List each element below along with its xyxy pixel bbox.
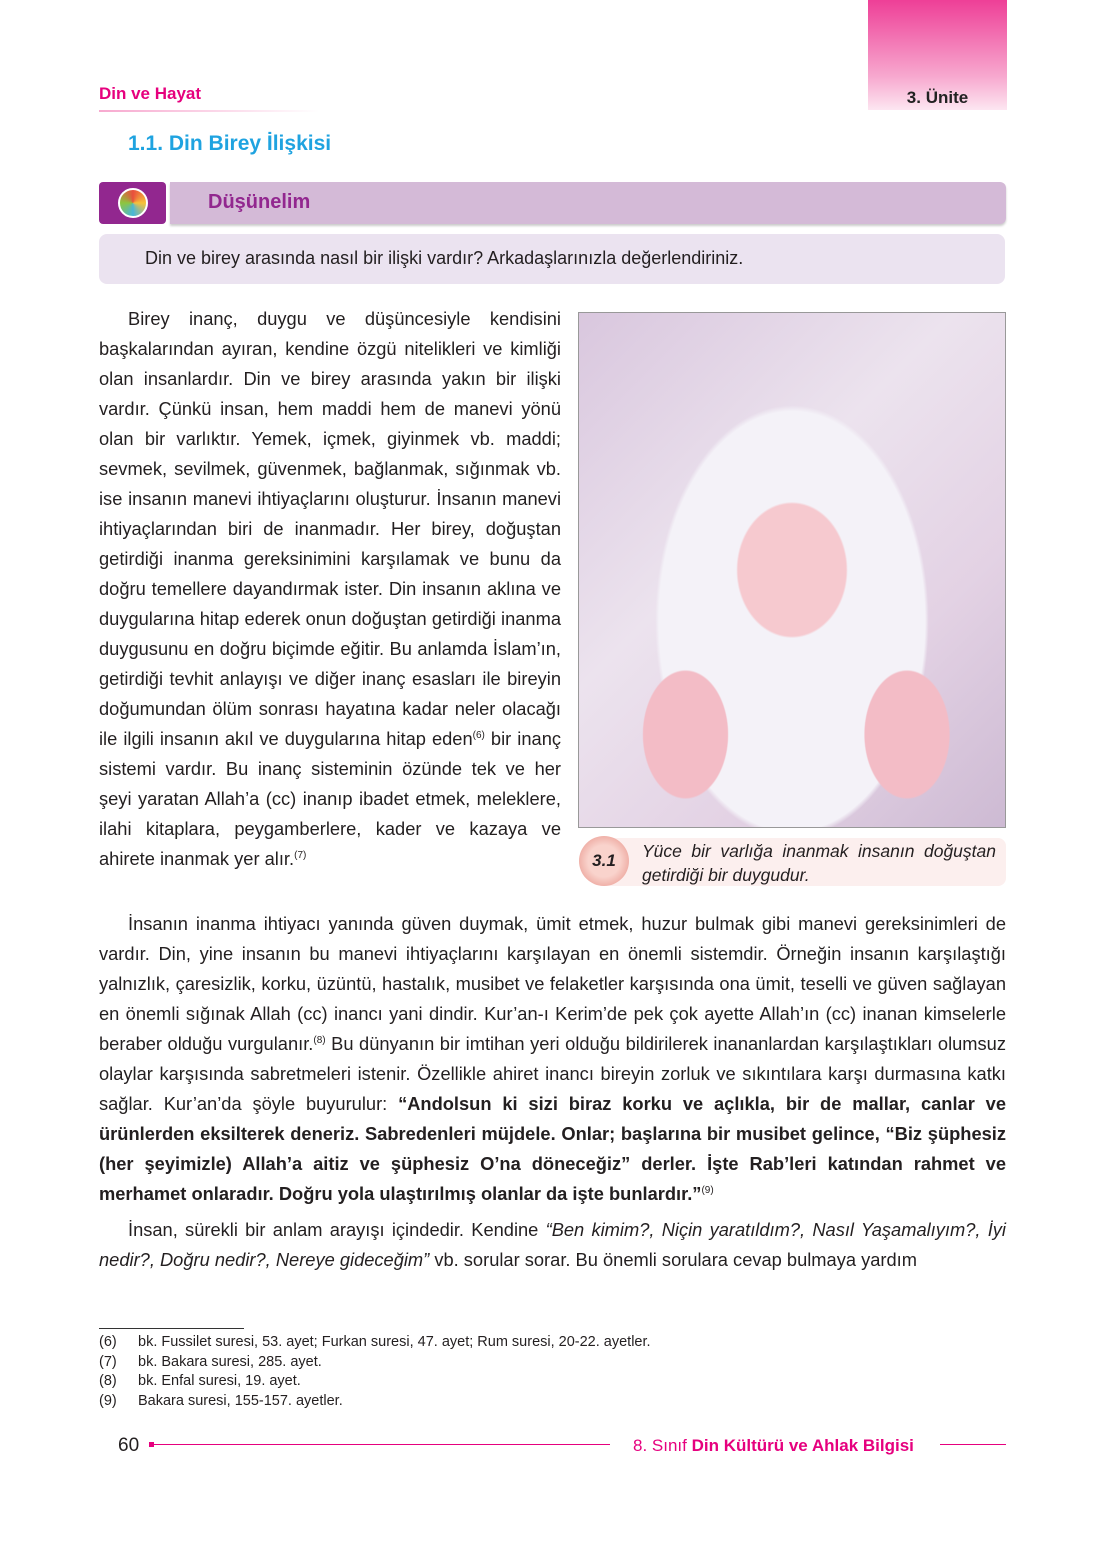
main-text: [99, 909, 1006, 1275]
thinking-globe-icon: [99, 182, 166, 224]
paragraph-3: İnsan, sürekli bir anlam arayışı içindedir. Kendine “Ben kimim?, Niçin yaratıldım?, Nasıl Yaşamalıyım?, İyi nedir?, Doğru nedir?, Nereye gideceğim” vb. sorular sorar. Bu önemli sorulara cevap bulmaya yardım: [99, 1219, 1006, 1270]
caption-text: Yüce bir varlığa inanmak insanın doğuştan getirdiği bir duygudur.: [642, 841, 996, 885]
unit-label: 3. Ünite: [906, 88, 969, 107]
paragraph-1: Birey inanç, duygu ve düşüncesiyle kendisini başkalarından ayıran, kendine özgü nitelikleri ve kimliği olan insanlardır. Din ve birey arasında yakın bir ilişki vardır. Çünkü insan, hem maddi hem de manevi yönü olan bir varlıktır. Yemek, içmek, giyinmek vb. maddi; sevmek, sevilmek, güvenmek, bağlanmak, sığınmak vb. ise insanın manevi ihtiyaçlarını oluşturur. İnsanın manevi ihtiyaçlarından biri de inanmadır. Her birey, doğuştan getirdiği inanma gereksinimini karşılamak ve bunu da doğru temellere dayandırmak ister. Din insanın aklına ve duygularına hitap ederek onun doğuştan getirdiği inanma duygusunu en doğru biçimde eğitir. Bu anlamda İslam’ın, getirdiği tevhit anlayışı ve diğer inanç esasları ile bireyin doğumundan ölüm sonrası hayatına kadar neler olacağı ile ilgili insanın akıl ve duygularına hitap eden$^{(6)}$ bir inanç sistemi vardır. Bu inanç sisteminin özünde tek ve her şeyi yaratan Allah’a (cc) inanıp ibadet etmek, meleklere, ilahi kitaplara, peygamberlere, kader ve kazaya ve ahirete inanmak yer alır.$^{(7)}$: [99, 308, 562, 869]
header-divider: [99, 110, 319, 112]
footnotes: [99, 1333, 651, 1411]
footnote-divider: [99, 1328, 244, 1329]
paragraph-2: İnsanın inanma ihtiyacı yanında güven duymak, ümit etmek, huzur bulmak gibi manevi gereksinimleri de vardır. Din, yine insanın bu manevi ihtiyaçlarını karşılayan en önemli sistemdir. Örneğin insanın karşılaştığı yalnızlık, çaresizlik, korku, üzüntü, hastalık, musibet ve felaketler karşısında ona ümit, teselli ve güven sağlayan en önemli sığınak Allah (cc) inancı yani dindir. Kur’an-ı Kerim’de pek çok ayette Allah’ın (cc) inanan kimselerle beraber olduğu vurgulanır.$^{(8)}$ Bu dünyanın bir imtihan yeri olduğu bildirilerek inananlardan karşılaştıkları olumsuz olaylar karşısında sabretmeleri istenir. Özellikle ahiret inancı bireyin zorluk ve sıkıntılara karşı durmasına katkı sağlar. Kur’an’da şöyle buyurulur: “Andolsun ki sizi biraz korku ve açlıkla, bir de mallar, canlar ve ürünlerden eksilterek deneriz. Sabredenleri müjdele. Onlar; başlarına bir musibet gelince, “Biz şüphesiz (her şeyimizle) Allah’a aitiz ve şüphesiz O’na döneceğiz” derler. İşte Rab’leri katından rahmet ve merhamet onlaradır. Doğru yola ulaştırılmış olanlar da işte bunlardır.”$^{(9)}$: [99, 913, 1006, 1204]
footer-book-title: 8. Sınıf Din Kültürü ve Ahlak Bilgisi: [633, 1436, 914, 1455]
think-title: Düşünelim: [208, 191, 311, 213]
caption-number-badge: 3.1: [579, 836, 629, 886]
footnote: (8) bk. Enfal suresi, 19. ayet.: [99, 1373, 301, 1389]
footnote: (7) bk. Bakara suresi, 285. ayet.: [99, 1353, 322, 1370]
footer-line: [150, 1444, 610, 1445]
footnote: (6) bk. Fussilet suresi, 53. ayet; Furkan suresi, 47. ayet; Rum suresi, 20-22. ayetler.: [99, 1334, 651, 1350]
praying-girl-photo: [578, 312, 1006, 828]
footer-line: [940, 1444, 1006, 1445]
think-question: Din ve birey arasında nasıl bir ilişki vardır? Arkadaşlarınızla değerlendiriniz.: [145, 248, 744, 268]
section-title: 1.1. Din Birey İlişkisi: [128, 132, 332, 155]
header-title: Din ve Hayat: [99, 84, 202, 103]
footnote: (9) Bakara suresi, 155-157. ayetler.: [99, 1392, 343, 1409]
page-number: 60: [118, 1435, 140, 1456]
